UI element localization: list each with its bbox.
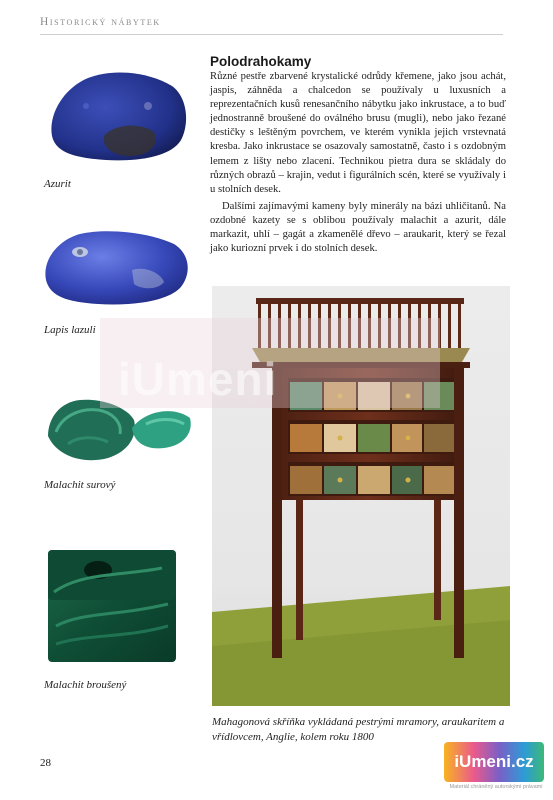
running-header: Historický nábytek (40, 16, 161, 28)
section-heading: Polodrahokamy (210, 54, 312, 69)
caption-cabinet: Mahagonová skříňka vykládaná pestrými mramory, araukaritem a vřídlovcem, Anglie, kolem roku 1800 (212, 716, 505, 743)
paragraph-2: Dalšími zajímavými kameny byly minerály na bázi uhličitanů. Na ozdobné kazety se s oblibou používaly malachit a azurit, dále markazit, uhlí – gagát a zkamenělé dřevo – araukarit, který se řezal jako kuriozní prvek i do stolních desek. (210, 200, 506, 255)
body-text (210, 70, 506, 256)
caption-malachit-brouseny: Malachit broušený (44, 679, 127, 691)
paragraph-1: Různé pestře zbarvené krystalické odrůdy křemene, jako jsou achát, jaspis, záhněda a chalcedon se používaly u luxusních a reprezentačních kusů renesančního nábytku jako inkrustace, a to buď jednostranně broušené do oválného brusu (mugli), nebo jako řezané destičky s leštěným povrchem, ve kterém vynikla jejich vrstevnatá kresba. Jako inkrustace se osazovaly samostatně, často i s ozdobným lemem z lišty nebo zlacení. Technikou pietra dura se skládaly do různých obrazů – krajin, vedut i figurálních scén, které se využívaly i u stolních desek. (210, 71, 506, 195)
caption-lapis-lazuli: Lapis lazuli (44, 324, 96, 336)
page-number: 28 (40, 757, 51, 769)
watermark-text: iUmeni (118, 353, 278, 405)
caption-azurit: Azurit (44, 178, 71, 190)
logo-subtitle: Materiál chráněný autorskými právami (449, 784, 543, 790)
azurite-photo (44, 66, 190, 166)
iumeni-logo[interactable]: iUmeni.cz (444, 742, 544, 782)
header-rule (40, 34, 503, 35)
caption-malachit-surovy: Malachit surový (44, 479, 116, 491)
polished-malachite-box-photo (42, 546, 180, 668)
lapis-lazuli-photo (40, 226, 192, 308)
